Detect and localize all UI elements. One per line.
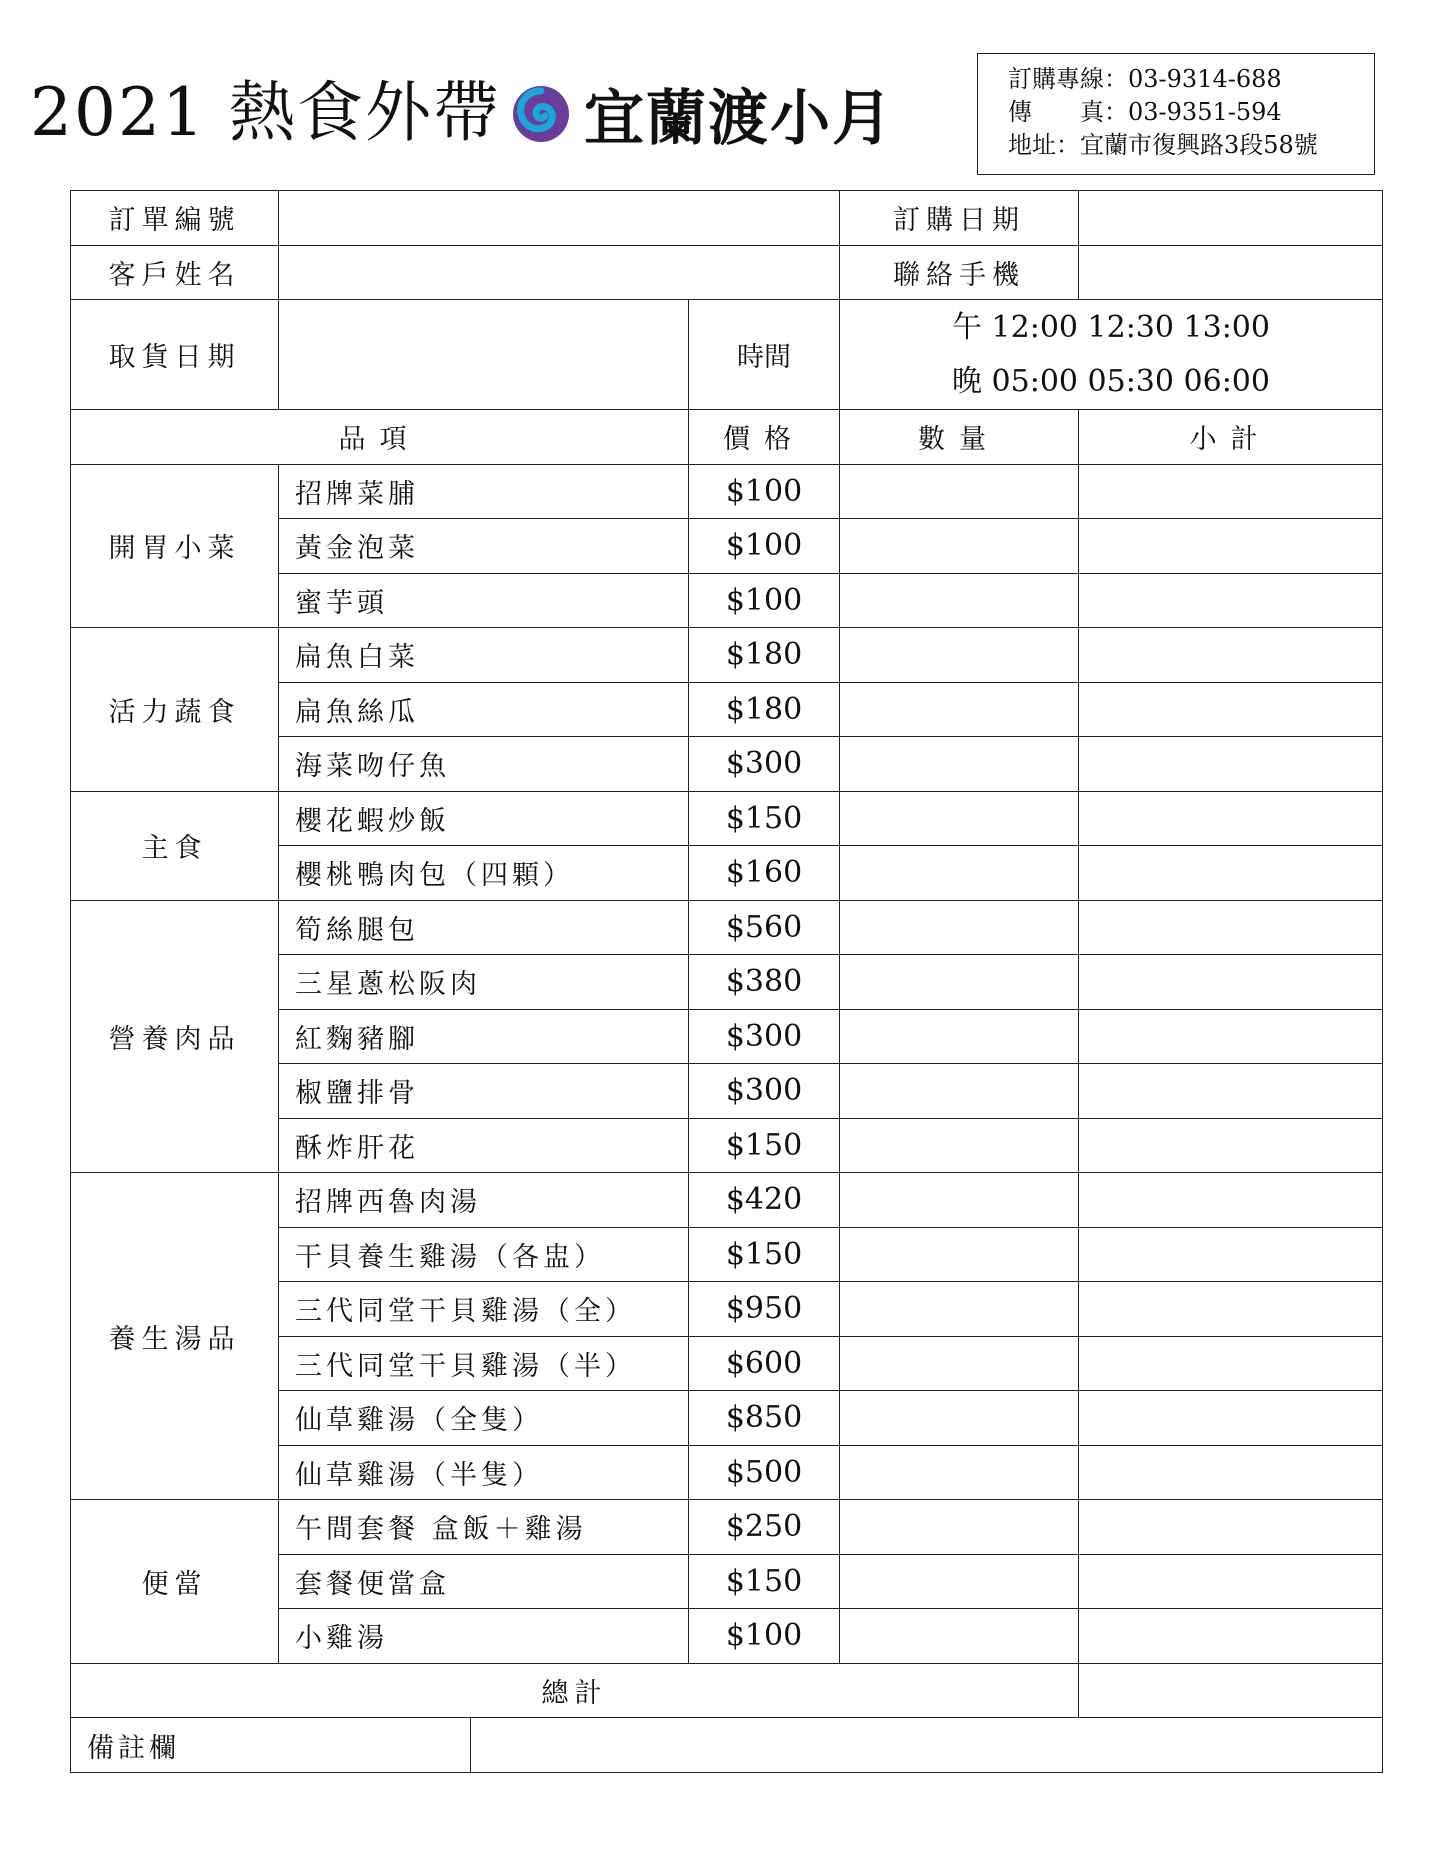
subtotal-field[interactable] (1079, 1118, 1383, 1173)
quantity-field[interactable] (840, 846, 1079, 901)
order-date-field[interactable] (1079, 191, 1383, 246)
menu-row (71, 900, 1383, 955)
quantity-column-header: 數量 (840, 410, 1079, 465)
subtotal-field[interactable] (1079, 682, 1383, 737)
remarks-container (71, 1718, 1383, 1773)
item-name: 午間套餐 盒飯＋雞湯 (279, 1500, 689, 1555)
customer-name-label: 客戶姓名 (71, 245, 279, 300)
item-name: 扁魚白菜 (279, 628, 689, 683)
item-price: $150 (689, 1227, 840, 1282)
item-price: $600 (689, 1336, 840, 1391)
quantity-field[interactable] (840, 737, 1079, 792)
category-label: 營養肉品 (71, 900, 279, 1173)
order-date-label: 訂購日期 (840, 191, 1079, 246)
subtotal-field[interactable] (1079, 955, 1383, 1010)
item-price: $850 (689, 1391, 840, 1446)
subtotal-field[interactable] (1079, 900, 1383, 955)
quantity-field[interactable] (840, 955, 1079, 1010)
item-name: 黃金泡菜 (279, 519, 689, 574)
quantity-field[interactable] (840, 1391, 1079, 1446)
item-name: 酥炸肝花 (279, 1118, 689, 1173)
item-price: $380 (689, 955, 840, 1010)
menu-row (71, 791, 1383, 846)
order-no-label: 訂單編號 (71, 191, 279, 246)
price-column-header: 價格 (689, 410, 840, 465)
remarks-field[interactable] (471, 1718, 1382, 1772)
category-label: 養生湯品 (71, 1173, 279, 1500)
order-form-table (70, 190, 1383, 1773)
hotline-label: 訂購專線： (1008, 65, 1128, 93)
address-row (1008, 129, 1374, 162)
menu-row (71, 1500, 1383, 1555)
item-name: 海菜吻仔魚 (279, 737, 689, 792)
hotline-row (1008, 63, 1374, 96)
remarks-label: 備註欄 (71, 1718, 471, 1772)
subtotal-field[interactable] (1079, 1227, 1383, 1282)
menu-row (71, 464, 1383, 519)
fax-value: 03-9351-594 (1128, 98, 1282, 126)
subtotal-field[interactable] (1079, 1064, 1383, 1119)
item-name: 椒鹽排骨 (279, 1064, 689, 1119)
item-column-header: 品項 (71, 410, 689, 465)
item-name: 三代同堂干貝雞湯（半） (279, 1336, 689, 1391)
item-price: $500 (689, 1445, 840, 1500)
item-name: 扁魚絲瓜 (279, 682, 689, 737)
quantity-field[interactable] (840, 1282, 1079, 1337)
subtotal-field[interactable] (1079, 1554, 1383, 1609)
customer-row (71, 245, 1383, 300)
time-label: 時間 (689, 300, 840, 410)
pickup-row (71, 300, 1383, 410)
category-label: 開胃小菜 (71, 464, 279, 628)
order-no-row (71, 191, 1383, 246)
subtotal-field[interactable] (1079, 1391, 1383, 1446)
menu-row (71, 628, 1383, 683)
item-name: 櫻花蝦炒飯 (279, 791, 689, 846)
item-price: $150 (689, 791, 840, 846)
brand-name: 宜蘭渡小月 (584, 84, 894, 154)
item-price: $180 (689, 628, 840, 683)
quantity-field[interactable] (840, 1609, 1079, 1664)
customer-name-field[interactable] (279, 245, 840, 300)
page-title: 2021 熱食外帶 (30, 74, 501, 151)
fax-label: 傳 真： (1008, 98, 1128, 126)
item-name: 筍絲腿包 (279, 900, 689, 955)
pickup-date-field[interactable] (279, 300, 689, 410)
time-slots[interactable] (840, 300, 1383, 410)
subtotal-field[interactable] (1079, 791, 1383, 846)
phone-field[interactable] (1079, 245, 1383, 300)
item-name: 招牌西魯肉湯 (279, 1173, 689, 1228)
quantity-field[interactable] (840, 1118, 1079, 1173)
category-label: 主食 (71, 791, 279, 900)
quantity-field[interactable] (840, 1500, 1079, 1555)
category-label: 便當 (71, 1500, 279, 1664)
subtotal-field[interactable] (1079, 573, 1383, 628)
item-price: $150 (689, 1118, 840, 1173)
total-row (71, 1663, 1383, 1718)
item-name: 招牌菜脯 (279, 464, 689, 519)
address-label: 地址： (1008, 131, 1080, 159)
item-price: $560 (689, 900, 840, 955)
item-price: $100 (689, 573, 840, 628)
quantity-field[interactable] (840, 628, 1079, 683)
quantity-field[interactable] (840, 519, 1079, 574)
item-name: 蜜芋頭 (279, 573, 689, 628)
quantity-field[interactable] (840, 1445, 1079, 1500)
quantity-field[interactable] (840, 1227, 1079, 1282)
remarks-row (71, 1718, 1383, 1773)
subtotal-field[interactable] (1079, 1445, 1383, 1500)
subtotal-field[interactable] (1079, 846, 1383, 901)
item-price: $250 (689, 1500, 840, 1555)
phone-label: 聯絡手機 (840, 245, 1079, 300)
item-price: $160 (689, 846, 840, 901)
item-name: 仙草雞湯（全隻） (279, 1391, 689, 1446)
item-name: 三代同堂干貝雞湯（全） (279, 1282, 689, 1337)
quantity-field[interactable] (840, 900, 1079, 955)
item-name: 櫻桃鴨肉包（四顆） (279, 846, 689, 901)
quantity-field[interactable] (840, 464, 1079, 519)
item-price: $150 (689, 1554, 840, 1609)
item-name: 三星蔥松阪肉 (279, 955, 689, 1010)
quantity-field[interactable] (840, 573, 1079, 628)
fax-row (1008, 96, 1374, 129)
item-price: $180 (689, 682, 840, 737)
contact-box (977, 53, 1375, 175)
subtotal-field[interactable] (1079, 1500, 1383, 1555)
item-price: $300 (689, 737, 840, 792)
subtotal-field[interactable] (1079, 1282, 1383, 1337)
item-price: $100 (689, 1609, 840, 1664)
item-price: $100 (689, 519, 840, 574)
item-price: $100 (689, 464, 840, 519)
subtotal-field[interactable] (1079, 464, 1383, 519)
item-price: $950 (689, 1282, 840, 1337)
quantity-field[interactable] (840, 1064, 1079, 1119)
item-name: 仙草雞湯（半隻） (279, 1445, 689, 1500)
quantity-field[interactable] (840, 1173, 1079, 1228)
total-field[interactable] (1079, 1663, 1383, 1718)
category-label: 活力蔬食 (71, 628, 279, 792)
quantity-field[interactable] (840, 1336, 1079, 1391)
menu-row (71, 1173, 1383, 1228)
quantity-field[interactable] (840, 682, 1079, 737)
item-price: $300 (689, 1009, 840, 1064)
time-slots-evening[interactable]: 晚 05:00 05:30 06:00 (952, 363, 1270, 399)
subtotal-field[interactable] (1079, 1609, 1383, 1664)
address-value: 宜蘭市復興路3段58號 (1080, 131, 1318, 159)
hotline-value: 03-9314-688 (1128, 65, 1282, 93)
quantity-field[interactable] (840, 791, 1079, 846)
item-name: 干貝養生雞湯（各盅） (279, 1227, 689, 1282)
item-name: 小雞湯 (279, 1609, 689, 1664)
item-price: $300 (689, 1064, 840, 1119)
subtotal-field[interactable] (1079, 628, 1383, 683)
item-name: 紅麴豬腳 (279, 1009, 689, 1064)
pickup-date-label: 取貨日期 (71, 300, 279, 410)
subtotal-field[interactable] (1079, 737, 1383, 792)
time-slots-noon[interactable]: 午 12:00 12:30 13:00 (952, 309, 1270, 345)
total-label: 總計 (71, 1663, 1079, 1718)
subtotal-field[interactable] (1079, 1173, 1383, 1228)
subtotal-field[interactable] (1079, 519, 1383, 574)
quantity-field[interactable] (840, 1554, 1079, 1609)
subtotal-field[interactable] (1079, 1009, 1383, 1064)
item-price: $420 (689, 1173, 840, 1228)
subtotal-column-header: 小計 (1079, 410, 1383, 465)
subtotal-field[interactable] (1079, 1336, 1383, 1391)
item-name: 套餐便當盒 (279, 1554, 689, 1609)
quantity-field[interactable] (840, 1009, 1079, 1064)
order-no-field[interactable] (279, 191, 840, 246)
brand-logo (512, 82, 894, 154)
column-header-row (71, 410, 1383, 465)
brand-swirl-icon (512, 85, 570, 143)
